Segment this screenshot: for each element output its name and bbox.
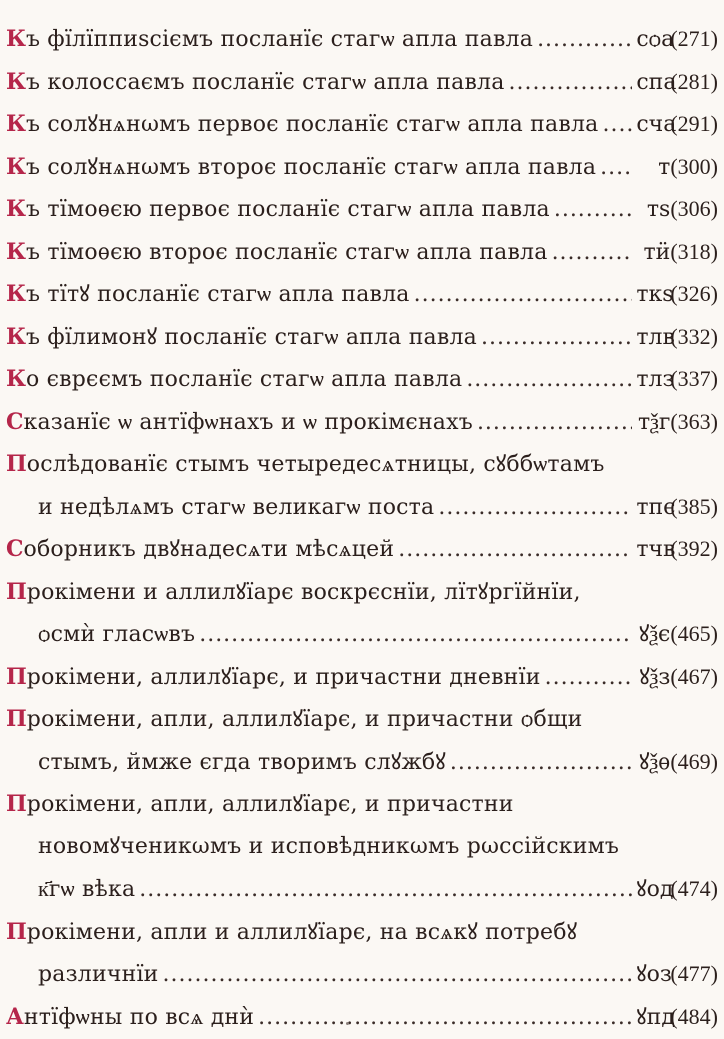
page-number: (474) <box>670 876 718 901</box>
toc-title: ъ тїмоѳєю второє посланїє стагѡ апла павла <box>26 239 548 265</box>
toc-line <box>6 358 718 401</box>
dot-leader <box>537 19 632 62</box>
church-slavonic-folio: тпє <box>636 494 676 520</box>
toc-line <box>6 656 718 699</box>
toc-line <box>6 316 718 359</box>
dot-leader <box>438 487 632 530</box>
dot-leader <box>554 189 633 232</box>
toc-title: ъ фїлимонꙋ посланїє стагѡ апла павла <box>26 324 477 350</box>
toc-initial: К <box>6 323 27 350</box>
toc-initial: К <box>6 238 27 265</box>
dot-leader <box>552 232 633 275</box>
toc-line <box>6 103 718 146</box>
dot-leader <box>414 274 633 317</box>
toc-title: ъ колоссаємъ посланїє стагѡ апла павла <box>26 69 505 95</box>
toc-line <box>6 953 718 996</box>
toc-line <box>6 613 718 656</box>
toc-entry <box>6 146 718 189</box>
toc-line <box>6 443 718 486</box>
page-number: (332) <box>670 323 718 349</box>
page-number: (281) <box>670 68 718 94</box>
church-slavonic-folio: тѯг <box>637 409 671 435</box>
toc-line <box>6 401 718 444</box>
dot-leader <box>466 359 632 402</box>
toc-initial: К <box>6 366 27 392</box>
toc-entry <box>6 401 718 444</box>
toc-title: к҃гѡ вѣка <box>38 877 136 902</box>
toc-initial: С <box>6 536 24 562</box>
church-slavonic-folio: сѻа <box>636 27 675 52</box>
dot-leader <box>139 869 632 912</box>
toc-line <box>6 868 718 911</box>
toc-line <box>6 528 718 571</box>
toc-entry <box>6 231 718 274</box>
toc-entry <box>6 358 718 401</box>
page-number: (291) <box>670 111 718 136</box>
toc-entry <box>6 443 718 528</box>
toc-line <box>6 146 718 189</box>
toc-entry <box>6 996 718 1039</box>
page-number: (469) <box>670 748 718 774</box>
church-slavonic-folio: тлз <box>636 367 675 392</box>
toc-title: ъ тїтꙋ посланїє стагѡ апла павла <box>26 282 410 307</box>
church-slavonic-folio: ꙋод <box>636 877 674 902</box>
church-slavonic-folio: ткѕ <box>636 282 674 307</box>
toc-title: ъ солꙋнѧнωмъ второє посланїє стагѡ апла павла <box>26 154 597 180</box>
toc-title: различнїи <box>38 962 159 987</box>
dot-leader <box>258 997 632 1039</box>
church-slavonic-folio: сча <box>636 112 677 137</box>
toc-title: ъ тїмоѳєю первоє посланїє стагѡ апла павла <box>26 197 550 222</box>
toc-title: рокімени, апли, аллилꙋїарє, и причастни <box>26 792 514 817</box>
church-slavonic-folio: тӥ <box>643 239 671 265</box>
toc-title: ослѣдованїє стымъ четыредесѧтницы, сꙋббѡтамъ <box>26 452 605 477</box>
toc-initial: П <box>6 918 27 945</box>
toc-entry <box>6 61 718 104</box>
page-number: (484) <box>670 1003 718 1029</box>
toc-line <box>6 486 718 529</box>
church-slavonic-folio: тѕ <box>646 197 671 222</box>
page-number: (326) <box>670 281 718 306</box>
toc-entry <box>6 698 718 783</box>
dot-leader <box>398 529 632 572</box>
dot-leader <box>450 742 632 785</box>
toc-entry <box>6 316 718 359</box>
toc-initial: П <box>6 578 27 605</box>
printer-mark <box>346 1022 349 1025</box>
page-number: (318) <box>670 238 718 264</box>
page-number: (363) <box>670 408 718 434</box>
toc-initial: П <box>6 791 27 817</box>
page-number: (392) <box>670 536 718 561</box>
page-number: (467) <box>670 663 718 689</box>
toc-initial: К <box>6 111 27 137</box>
toc-title: ѻсмѝ гласѡвъ <box>38 622 196 647</box>
dot-leader <box>481 317 632 360</box>
page-number: (271) <box>670 26 718 51</box>
toc-title: новомꙋченикωмъ и исповѣдникωмъ рωссійскимъ <box>38 833 620 859</box>
dot-leader <box>477 402 632 445</box>
page-number: (385) <box>670 493 718 519</box>
toc-title: и недѣлѧмъ стагѡ великагѡ поста <box>38 494 435 520</box>
toc-line <box>6 911 718 954</box>
church-slavonic-folio: ꙋѯѳ <box>639 749 671 775</box>
church-slavonic-folio: т <box>658 154 671 180</box>
toc-initial: К <box>6 153 27 180</box>
church-slavonic-folio: ꙋѯз <box>639 664 671 690</box>
toc-initial: П <box>6 663 27 690</box>
toc-initial: П <box>6 451 27 477</box>
page-number: (465) <box>670 621 718 646</box>
church-slavonic-folio: спа <box>636 69 677 95</box>
toc-entry <box>6 18 718 61</box>
toc-initial: К <box>6 281 27 307</box>
toc-title: ъ фїлїппиѕсіємъ посланїє стагѡ апла павла <box>26 27 534 52</box>
toc-entry <box>6 911 718 996</box>
toc-entry <box>6 103 718 146</box>
church-slavonic-folio: тчв <box>636 537 676 562</box>
dot-leader <box>163 954 633 997</box>
toc-entry <box>6 656 718 699</box>
dot-leader <box>199 614 632 657</box>
toc-title: нтїфѡны по всѧ днѝ <box>23 1004 255 1030</box>
toc-line <box>6 188 718 231</box>
toc-line <box>6 571 718 614</box>
toc-entry <box>6 571 718 656</box>
toc-line <box>6 273 718 316</box>
table-of-contents <box>6 18 718 1038</box>
toc-title: рокімени, аллилꙋїарє, и причастни дневнїи <box>26 664 541 690</box>
toc-line <box>6 783 718 826</box>
toc-title: ъ солꙋнѧнωмъ первоє посланїє стагѡ апла павла <box>26 112 599 137</box>
toc-line <box>6 996 718 1039</box>
toc-title: казанїє ѡ антїфѡнахъ и ѡ прокімєнахъ <box>23 409 473 435</box>
toc-entry <box>6 188 718 231</box>
toc-initial: К <box>6 68 27 95</box>
toc-initial: А <box>6 1003 24 1030</box>
church-slavonic-folio: ꙋпд <box>636 1004 675 1030</box>
toc-line <box>6 698 718 741</box>
toc-title: стымъ, ймже єгда творимъ слꙋжбꙋ <box>38 749 446 775</box>
toc-initial: К <box>6 26 27 52</box>
toc-entry <box>6 528 718 571</box>
page-number: (300) <box>670 153 718 179</box>
toc-title: рокімени и аллилꙋїарє воскрєснїи, лїтꙋргїйнїи, <box>26 579 581 605</box>
page-number: (337) <box>670 366 718 391</box>
dot-leader <box>545 657 633 700</box>
toc-initial: С <box>6 408 24 435</box>
church-slavonic-folio: ꙋоз <box>636 962 672 987</box>
toc-title: рокімени, апли и аллилꙋїарє, на всѧкꙋ потребꙋ <box>26 919 578 945</box>
toc-entry <box>6 783 718 911</box>
toc-line <box>6 826 718 869</box>
dot-leader <box>602 104 632 147</box>
toc-title: оборникъ двꙋнадесѧти мѣсѧцей <box>23 537 395 562</box>
toc-title: о єврєємъ посланїє стагѡ апла павла <box>26 367 463 392</box>
toc-line <box>6 18 718 61</box>
church-slavonic-folio: ꙋѯє <box>639 622 671 647</box>
church-slavonic-folio: тлв <box>636 324 675 350</box>
toc-entry <box>6 273 718 316</box>
page-number: (477) <box>670 961 718 986</box>
toc-line <box>6 741 718 784</box>
page-number: (306) <box>670 196 718 221</box>
toc-initial: П <box>6 706 27 732</box>
toc-line <box>6 61 718 104</box>
dot-leader <box>509 62 633 105</box>
toc-line <box>6 231 718 274</box>
toc-initial: К <box>6 196 27 222</box>
toc-title: рокімени, апли, аллилꙋїарє, и причастни ѻбщи <box>26 707 583 732</box>
dot-leader <box>600 147 632 190</box>
